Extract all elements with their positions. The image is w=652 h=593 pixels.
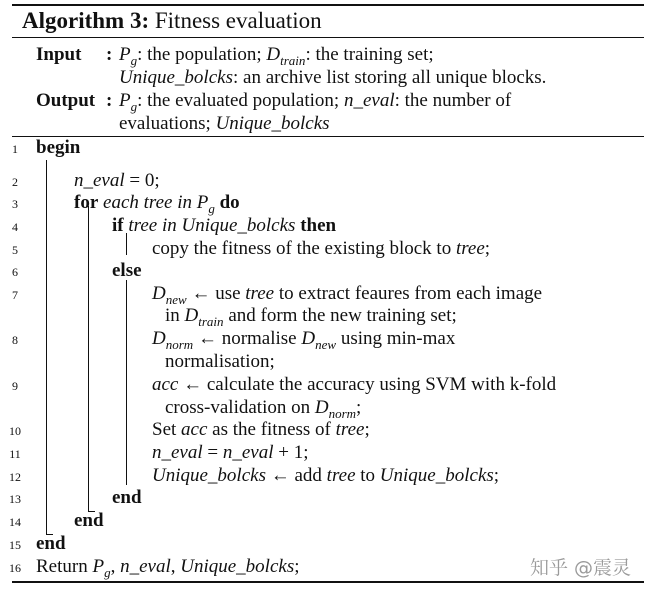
input-sep: : [106,44,113,65]
line-number: 2 [12,175,18,189]
line-8-code: $D_{norm}$ ← normalise $D_{new}$ using min-max [152,328,456,352]
line-5 [0,238,652,260]
output-line-2: evaluations; Unique_bolcks [119,113,330,134]
line-7 [0,283,652,305]
line-number: 5 [12,243,18,257]
line-15 [0,533,652,555]
line-number: 4 [12,220,18,234]
line-number: 8 [12,333,18,347]
line-16-code: Return $P_g$, n_eval, Unique_bolcks; [36,556,300,580]
watermark: 知乎 @震灵 [530,557,632,579]
line-number: 3 [12,197,18,211]
output-line-1: $P_g$: the evaluated population; n_eval: the number of [119,90,512,114]
line-8-cont [0,351,652,373]
line-4-code: if tree in Unique_bolcks then [112,215,337,236]
output-sep: : [106,90,113,111]
title-rule [12,37,644,38]
input-line-2: Unique_bolcks: an archive list storing all unique blocks. [119,67,547,88]
line-12 [0,465,652,487]
line-11 [0,442,652,464]
line-5-code: copy the fitness of the existing block to tree; [152,238,491,259]
line-13 [0,487,652,509]
line-9 [0,374,652,396]
line-11-code: n_eval = n_eval + 1; [152,442,309,463]
line-14 [0,510,652,532]
top-rule [12,4,644,6]
line-4 [0,215,652,237]
else-keyword: else [112,260,142,281]
end-keyword: end [74,510,104,531]
line-6 [0,260,652,282]
input-key: Input [36,44,82,65]
line-number: 11 [9,447,21,461]
line-10 [0,419,652,441]
bottom-rule [12,581,644,583]
line-number: 10 [9,424,21,438]
line-number: 6 [12,265,18,279]
end-keyword: end [112,487,142,508]
line-number: 1 [12,142,18,156]
line-9-code: acc ← calculate the accuracy using SVM with k-fold [152,374,557,395]
line-7-cont [0,305,652,327]
end-keyword: end [36,533,66,554]
input-line-1: $P_g$: the population; $D_{train}$: the training set; [119,44,434,68]
line-number: 14 [9,515,21,529]
line-8 [0,328,652,350]
line-7-cont-code: in $D_{train}$ and form the new training set; [165,305,457,329]
algorithm-title [22,8,322,34]
line-1 [0,137,652,159]
line-3 [0,192,652,214]
line-8-cont-code: normalisation; [165,351,275,372]
output-key: Output [36,90,96,111]
line-number: 12 [9,470,21,484]
line-7-code: $D_{new}$ ← use tree to extract feaures from each image [152,283,543,307]
line-number: 16 [9,561,21,575]
line-9-cont-code: cross-validation on $D_{norm}$; [165,397,362,421]
line-2-code: n_eval = 0; [74,170,160,191]
line-number: 9 [12,379,18,393]
line-10-code: Set acc as the fitness of tree; [152,419,370,440]
algorithm-name: Fitness evaluation [154,8,322,33]
begin-keyword: begin [36,137,81,158]
line-12-code: Unique_bolcks ← add tree to Unique_bolcks; [152,465,500,486]
line-number: 15 [9,538,21,552]
line-number: 7 [12,288,18,302]
line-9-cont [0,397,652,419]
line-number: 13 [9,492,21,506]
line-3-code: for each tree in $P_g$ do [74,192,240,216]
line-2 [0,170,652,192]
algorithm-label: Algorithm 3: [22,8,150,33]
